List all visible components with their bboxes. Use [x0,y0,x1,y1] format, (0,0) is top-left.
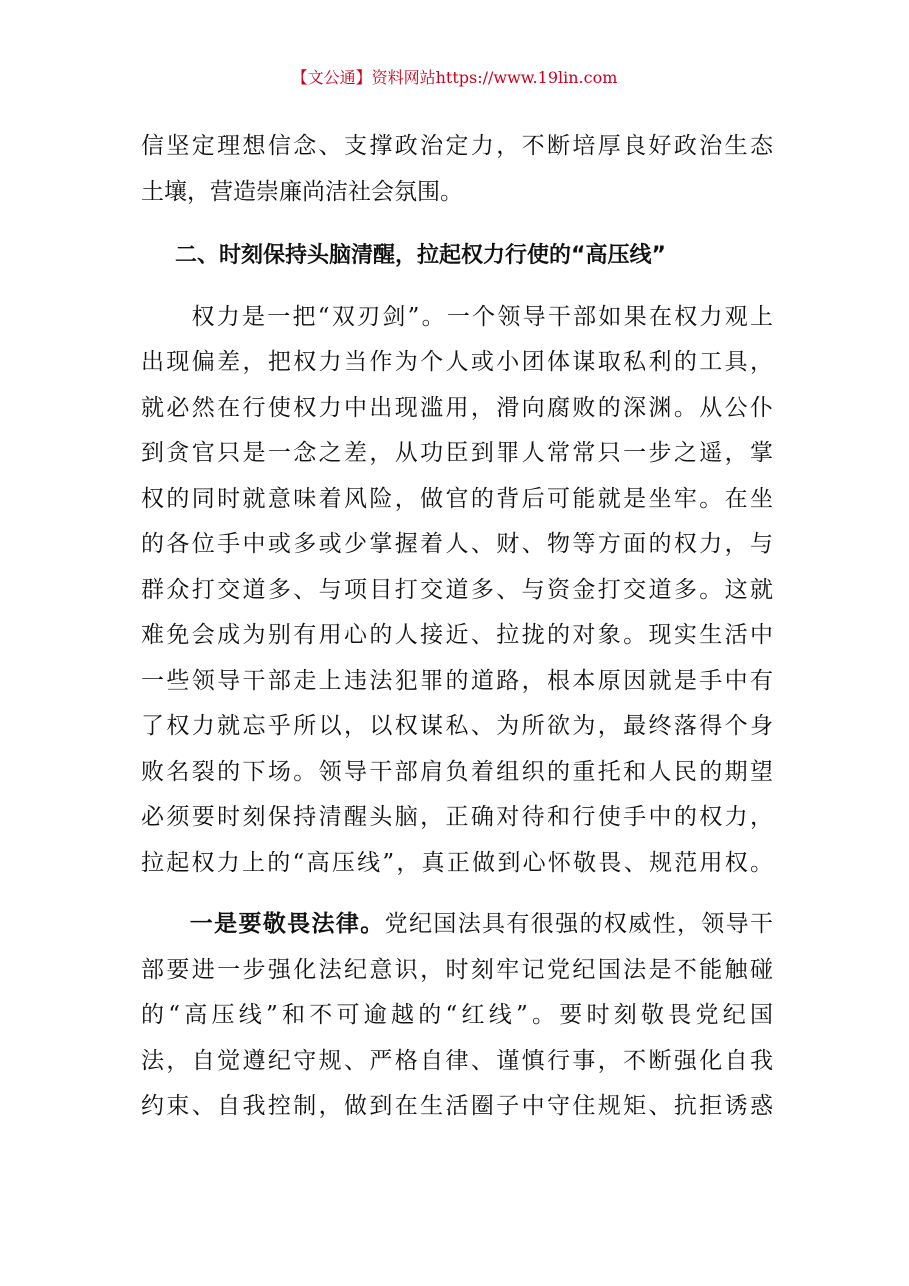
body-line: 就必然在行使权力中出现滥用，滑向腐败的深渊。从公仆 [141,394,773,421]
body-line: 出现偏差，把权力当作为个人或小团体谋取私利的工具， [141,349,773,375]
body-line: 部要进一步强化法纪意识，时刻牢记党纪国法是不能触碰 [141,956,773,983]
point-1-first-line [141,902,773,948]
intro-line-1: 信坚定理想信念、支撑政治定力，不断培厚良好政治生态 [141,133,773,159]
body-line: 难免会成为别有用心的人接近、拉拢的对象。现实生活中 [141,622,773,648]
paragraph-gap [141,886,773,902]
body-line: 了权力就忘乎所以，以权谋私、为所欲为，最终落得个身 [141,713,773,739]
point-1-lead: 一是要敬畏法律。 [189,911,385,937]
body-line: 的“高压线”和不可逾越的“红线”。要时刻敬畏党纪国 [141,1002,773,1028]
body-line: 权力是一把“双刃剑”。一个领导干部如果在权力观上 [141,303,773,330]
body-line: 权的同时就意味着风险，做官的背后可能就是坐牢。在坐 [141,485,773,512]
body-line: 约束、自我控制，做到在生活圈子中守住规矩、抗拒诱惑 [141,1093,773,1119]
point-1-first-rest: 党纪国法具有很强的权威性，领导干 [384,911,774,937]
body-line: 群众打交道多、与项目打交道多、与资金打交道多。这就 [141,576,773,603]
body-line: 到贪官只是一念之差，从功臣到罪人常常只一步之遥，掌 [141,440,773,466]
body-line: 一些领导干部走上违法犯罪的道路，根本原因就是手中有 [141,667,773,694]
section-heading: 二、时刻保持头脑清醒，拉起权力行使的“高压线” [175,243,666,268]
body-line: 的各位手中或多或少掌握着人、财、物等方面的权力，与 [141,531,773,557]
body-line: 败名裂的下场。领导干部肩负着组织的重托和人民的期望 [141,758,773,785]
intro-line-2: 土壤，营造崇廉尚洁社会氛围。 [141,178,463,205]
site-header: 【文公通】资料网站https://www.19lin.com [291,68,618,87]
body-line: 法，自觉遵纪守规、严格自律、谨慎行事，不断强化自我 [141,1047,773,1074]
body-line: 拉起权力上的“高压线”，真正做到心怀敬畏、规范用权。 [141,849,773,876]
body-line: 必须要时刻保持清醒头脑，正确对待和行使手中的权力， [141,804,773,830]
document-body [141,124,773,1130]
